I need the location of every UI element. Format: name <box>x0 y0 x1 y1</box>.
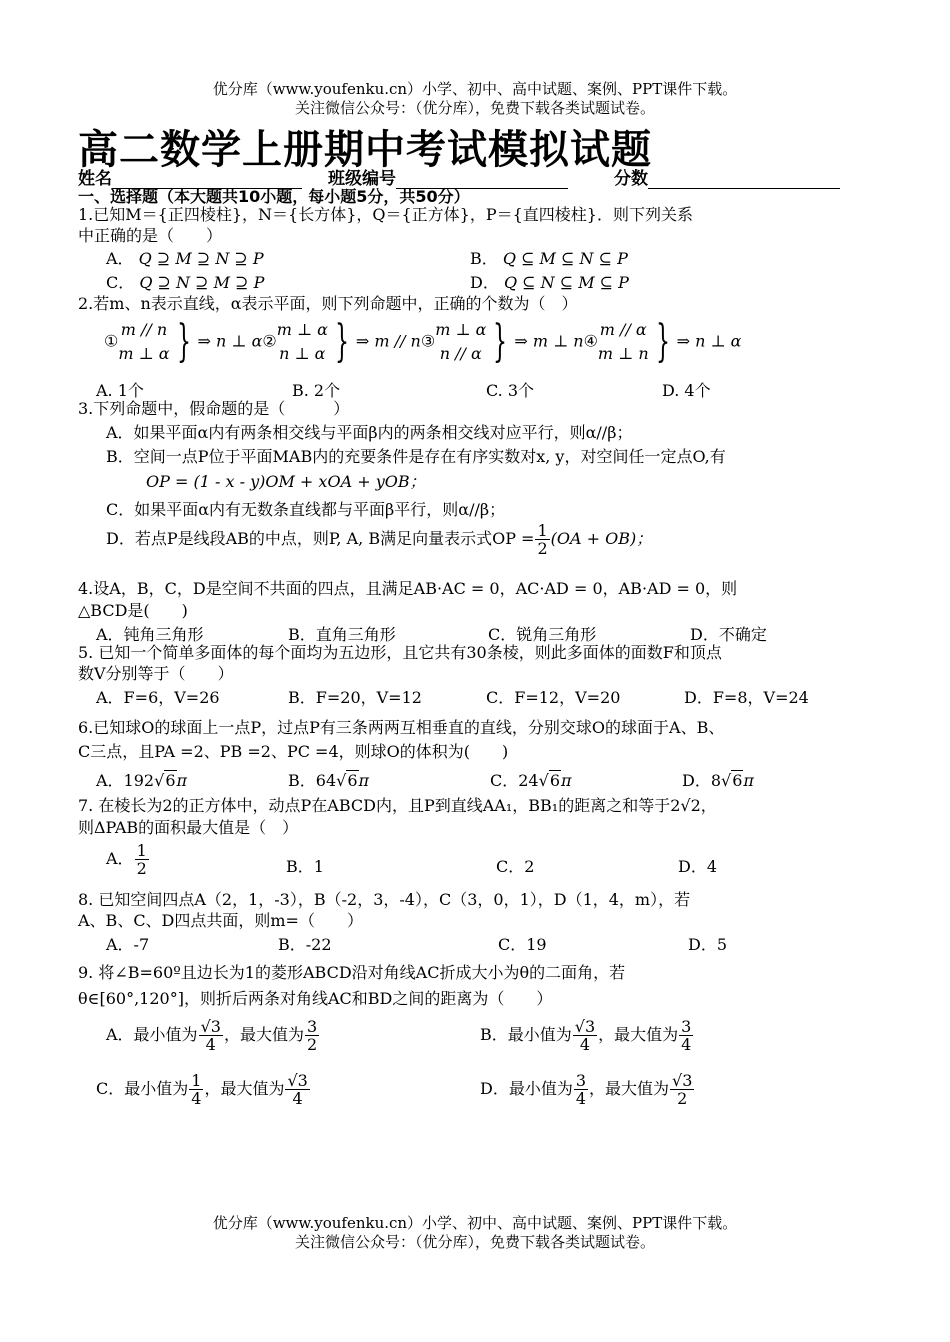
q2-option-b[interactable]: B. 2个 <box>292 381 341 400</box>
q4-option-d[interactable]: D．不确定 <box>690 625 767 644</box>
q3-option-b[interactable]: B．空间一点P位于平面MAB内的充要条件是存在有序实数对x, y，对空间任一定点O,有 <box>106 447 726 466</box>
footer-line-2: 关注微信公众号：（优分库），免费下载各类试题试卷。 <box>294 1233 655 1251</box>
section-heading: 一、选择题（本大题共10小题，每小题5分，共50分） <box>78 187 470 206</box>
q4-text-1: 4.设A，B，C，D是空间不共面的四点，且满足AB·AC = 0，AC·AD = 0，AB·AD = 0，则 <box>78 579 738 598</box>
q6-option-c[interactable]: C．24√6π <box>490 771 572 790</box>
q3-option-d[interactable]: D．若点P是线段AB的中点，则P, A, B满足向量表示式OP = $\frac{1}{2}$ (OA + OB)； <box>106 521 653 558</box>
header-line-2: 关注微信公众号：（优分库），免费下载各类试题试卷。 <box>294 99 655 117</box>
q1-text-2: 中正确的是（ ） <box>78 226 223 245</box>
footer-line-1: 优分库（www.youfenku.cn）小学、初中、高中试题、案例、PPT课件下载。 <box>212 1214 738 1232</box>
score-field[interactable] <box>614 164 840 189</box>
q7-option-c[interactable]: C．2 <box>496 857 535 876</box>
q2-option-c[interactable]: C. 3个 <box>486 381 535 400</box>
q7-text-1: 7. 在棱长为2的正方体中，动点P在ABCD内，且P到直线AA₁，BB₁的距离之和等于2√2， <box>78 796 717 815</box>
q3-option-b-expr: OP = (1 - x - y)OM + xOA + yOB； <box>146 472 426 491</box>
header-line-1: 优分库（www.youfenku.cn）小学、初中、高中试题、案例、PPT课件下载。 <box>212 80 738 98</box>
q6-option-d[interactable]: D．8√6π <box>682 771 754 790</box>
q6-text-2: C三点，且PA =2、PB =2、PC =4，则球O的体积为( ) <box>78 742 509 761</box>
class-no-label: 班级编号 <box>328 169 396 189</box>
score-label: 分数 <box>614 169 648 189</box>
page-title: 高二数学上册期中考试模拟试题 <box>78 127 652 173</box>
q1-option-a[interactable]: A． Q ⊇ M ⊇ N ⊇ P <box>106 249 264 268</box>
q9-option-c[interactable]: C．最小值为 $\frac{1}{4}$ ，最大值为 $\frac{√3}{4}$ <box>96 1071 308 1108</box>
q8-text-2: A、B、C、D四点共面，则m=（ ） <box>78 911 363 930</box>
q7-option-b[interactable]: B．1 <box>286 857 324 876</box>
q5-option-d[interactable]: D．F=8，V=24 <box>684 688 809 707</box>
q5-option-b[interactable]: B．F=20，V=12 <box>288 688 422 707</box>
q7-option-d[interactable]: D．4 <box>678 857 718 876</box>
q1-option-c[interactable]: C． Q ⊇ N ⊇ M ⊇ P <box>106 273 265 292</box>
q9-option-a[interactable]: A．最小值为 $\frac{√3}{4}$ ，最大值为 $\frac{3}{2}$ <box>106 1017 318 1054</box>
q1-text-1: 1.已知M＝{正四棱柱}，N＝{长方体}，Q＝{正方体}，P＝{直四棱柱}．则下列关系 <box>78 205 693 224</box>
q1-option-b[interactable]: B． Q ⊆ M ⊆ N ⊆ P <box>470 249 628 268</box>
q6-text-1: 6.已知球O的球面上一点P，过点P有三条两两互相垂直的直线，分别交球O的球面于A、B、 <box>78 718 725 737</box>
q9-option-d[interactable]: D．最小值为 $\frac{3}{4}$ ，最大值为 $\frac{√3}{2}$ <box>480 1071 693 1108</box>
q2-text: 2.若m、n表示直线，α表示平面，则下列命题中，正确的个数为（ ） <box>78 294 578 313</box>
q9-text-1: 9. 将∠B=60º且边长为1的菱形ABCD沿对角线AC折成大小为θ的二面角，若 <box>78 963 626 982</box>
q9-text-2: θ∈[60°,120°]，则折后两条对角线AC和BD之间的距离为（ ） <box>78 989 553 1008</box>
q3-option-a[interactable]: A．如果平面α内有两条相交线与平面β内的两条相交线对应平行，则α//β； <box>106 423 633 442</box>
q2-option-d[interactable]: D. 4个 <box>662 381 711 400</box>
q7-option-a[interactable]: A． $\frac{1}{2}$ <box>106 841 147 878</box>
q2-option-a[interactable]: A. 1个 <box>96 381 144 400</box>
q5-text-2: 数V分别等于（ ） <box>78 664 234 683</box>
q8-option-b[interactable]: B．-22 <box>278 935 332 954</box>
q4-option-b[interactable]: B．直角三角形 <box>288 625 396 644</box>
q5-option-c[interactable]: C．F=12，V=20 <box>486 688 621 707</box>
q7-text-2: 则ΔPAB的面积最大值是（ ） <box>78 818 299 837</box>
q9-option-b[interactable]: B．最小值为 $\frac{√3}{4}$ ，最大值为 $\frac{3}{4}$ <box>480 1017 692 1054</box>
q2-conditions: ① m // n m ⊥ α } ⇒ n ⊥ α② m ⊥ α n ⊥ α } ⇒ m // n③ m ⊥ α n // α } ⇒ m ⊥ n④ m // α m ⊥ n } ⇒ n ⊥ α <box>104 316 742 367</box>
q1-option-d[interactable]: D． Q ⊆ N ⊆ M ⊆ P <box>470 273 629 292</box>
q4-option-a[interactable]: A．钝角三角形 <box>96 625 204 644</box>
q3-option-c[interactable]: C．如果平面α内有无数条直线都与平面β平行，则α//β； <box>106 500 506 519</box>
q4-text-2: △BCD是( ) <box>78 601 188 620</box>
q8-option-c[interactable]: C．19 <box>498 935 547 954</box>
q8-option-a[interactable]: A．-7 <box>106 935 150 954</box>
q5-text-1: 5. 已知一个简单多面体的每个面均为五边形，且它共有30条棱，则此多面体的面数F和顶点 <box>78 643 722 662</box>
q6-option-a[interactable]: A．192√6π <box>96 771 188 790</box>
q3-text: 3.下列命题中，假命题的是（ ） <box>78 399 350 418</box>
q5-option-a[interactable]: A．F=6，V=26 <box>96 688 220 707</box>
q8-option-d[interactable]: D．5 <box>688 935 728 954</box>
q6-option-b[interactable]: B．64√6π <box>288 771 370 790</box>
q8-text-1: 8. 已知空间四点A（2，1，-3），B（-2，3，-4），C（3，0，1），D（1，4，m），若 <box>78 890 691 909</box>
name-label: 姓名 <box>78 169 112 189</box>
q4-option-c[interactable]: C．锐角三角形 <box>488 625 597 644</box>
